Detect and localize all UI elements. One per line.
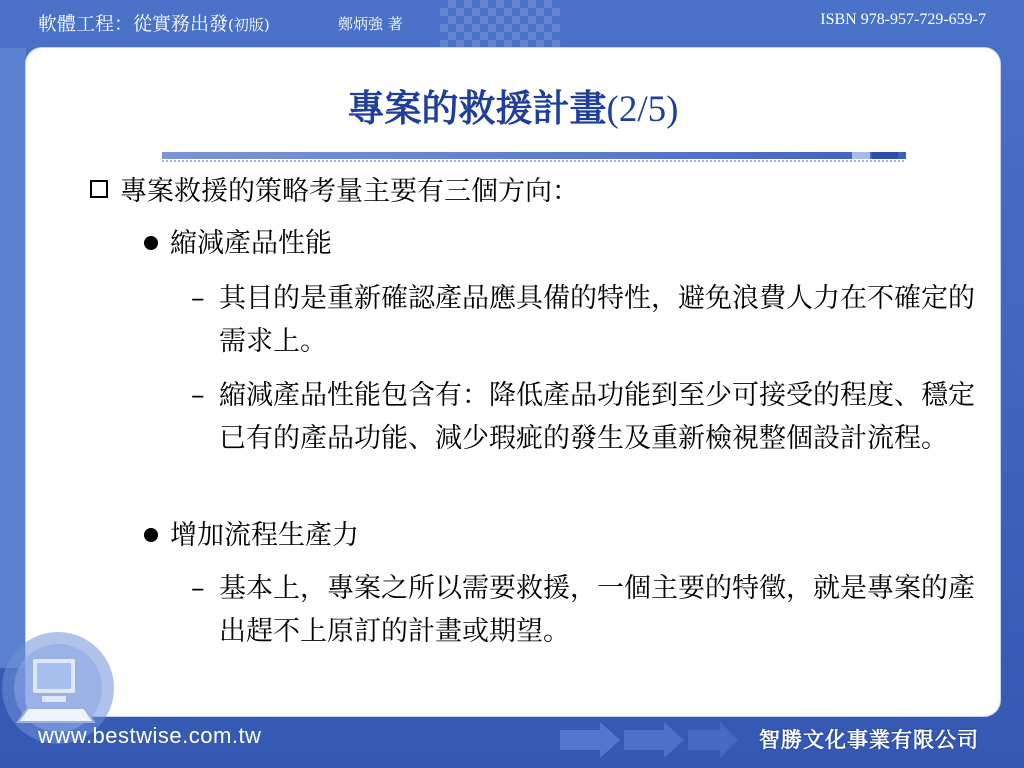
dash-bullet-icon: – [191, 573, 205, 604]
section1-heading-text: 縮減產品性能 [170, 228, 332, 259]
slide-card [26, 48, 1000, 716]
dash-bullet-icon: – [191, 380, 205, 411]
slide-title-text: 專案的救援計畫 [347, 86, 607, 130]
author: 鄭炳強 著 [338, 15, 403, 33]
book-title [38, 9, 270, 36]
edition-text: (初版) [228, 16, 270, 34]
footer-arrows-icon [560, 718, 740, 766]
section2-heading-text: 增加流程生產力 [170, 520, 359, 551]
checker-pattern [440, 0, 560, 48]
section2-heading [144, 518, 359, 554]
slide-title-page: (2/5) [606, 89, 679, 130]
left-strip [0, 48, 26, 668]
dot-bullet-icon [144, 236, 158, 250]
section1-item-1-text: 其目的是重新確認產品應具備的特性，避免浪費人力在不確定的需求上。 [219, 283, 975, 357]
level1-text: 專案救援的策略考量主要有三個方向： [120, 176, 579, 207]
header-bar [0, 0, 1024, 48]
section1-item-2 [191, 374, 983, 460]
section1-heading [144, 226, 332, 262]
square-bullet-icon [90, 180, 108, 198]
section2-item-1-text: 基本上，專案之所以需要救援，一個主要的特徵，就是專案的產出趕不上原訂的計畫或期望。 [219, 573, 975, 647]
dash-bullet-icon: – [191, 283, 205, 314]
isbn: ISBN 978-957-729-659-7 [820, 11, 986, 28]
section1-item-1 [191, 277, 983, 363]
slide-content [26, 48, 1000, 716]
level1-item [90, 174, 579, 210]
book-title-text: 軟體工程：從實務出發 [38, 13, 229, 35]
section2-item-1 [191, 567, 983, 653]
footer-url: www.bestwise.com.tw [38, 723, 262, 748]
dot-bullet-icon [144, 528, 158, 542]
section1-item-2-text: 縮減產品性能包含有：降低產品功能到至少可接受的程度、穩定已有的產品功能、減少瑕疵的發生及重新檢視整個設計流程。 [219, 380, 975, 454]
publisher-name: 智勝文化事業有限公司 [759, 728, 979, 752]
